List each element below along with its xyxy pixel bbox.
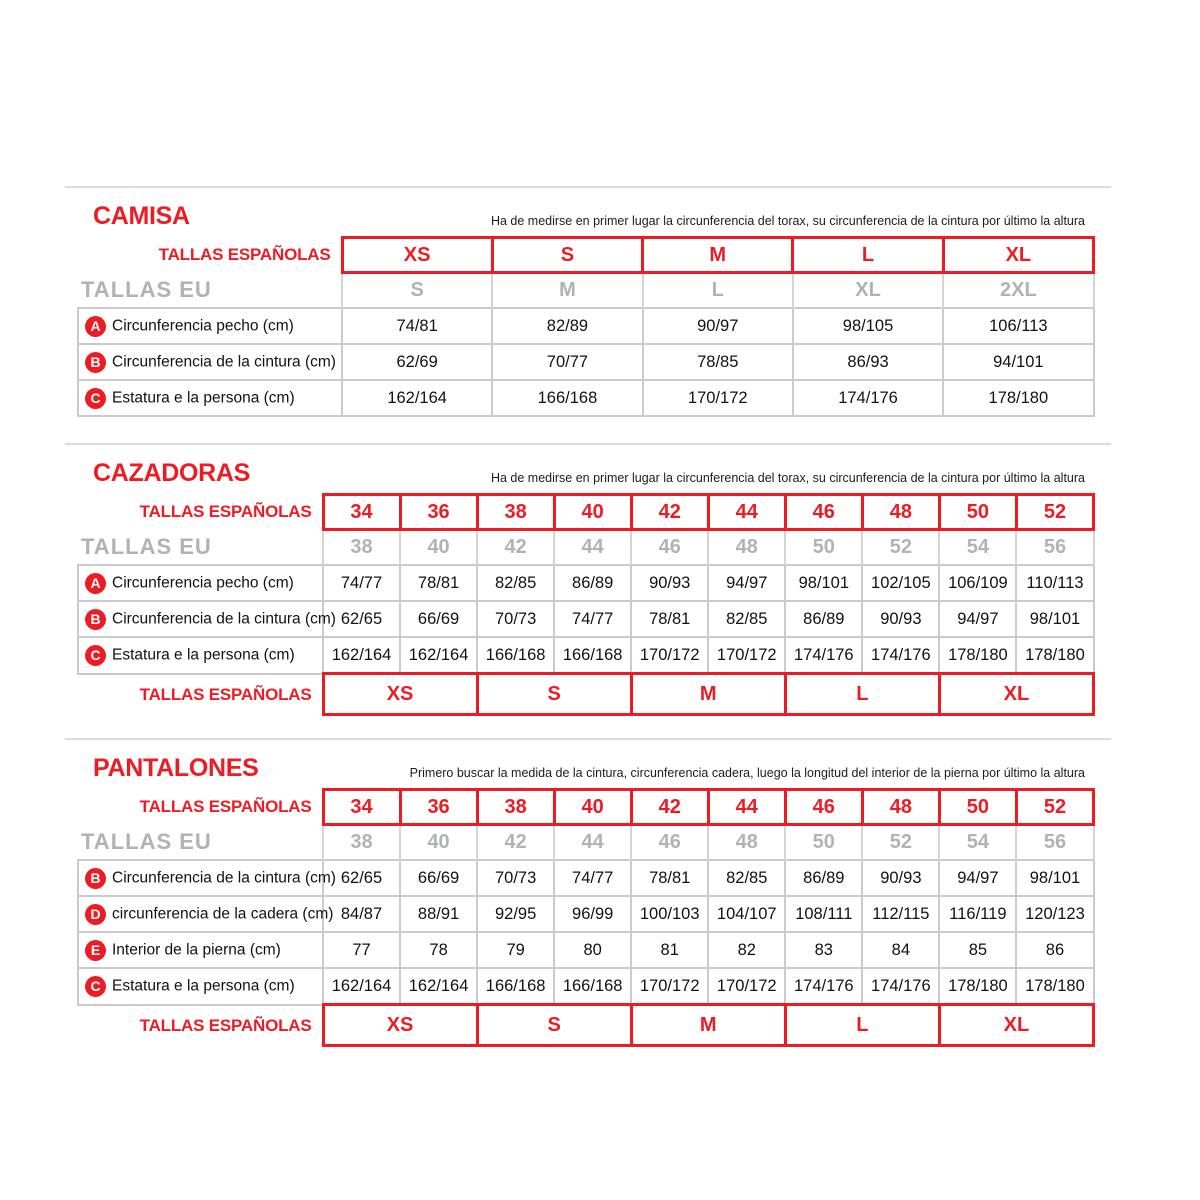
spanish-group-row bbox=[78, 674, 1094, 715]
eu-size-cell: 2XL bbox=[943, 273, 1093, 309]
value-cell: 98/105 bbox=[793, 308, 943, 344]
eu-size-cell: 52 bbox=[862, 825, 939, 861]
spanish-size-cell: 50 bbox=[939, 790, 1016, 825]
spanish-size-cell: 44 bbox=[708, 495, 785, 530]
value-cell: 86 bbox=[1016, 932, 1093, 968]
measure-label-cell bbox=[78, 896, 334, 932]
value-cell: 86/89 bbox=[785, 860, 862, 896]
eu-size-cell: 54 bbox=[939, 825, 1016, 861]
eu-size-cell: 46 bbox=[631, 530, 708, 566]
spanish-group-cell: L bbox=[785, 1005, 939, 1046]
value-cell: 174/176 bbox=[785, 968, 862, 1005]
value-cell: 81 bbox=[631, 932, 708, 968]
spanish-size-cell: 34 bbox=[323, 495, 400, 530]
value-cell: 102/105 bbox=[862, 565, 939, 601]
section-camisa bbox=[65, 186, 1111, 417]
spanish-size-cell: 50 bbox=[939, 495, 1016, 530]
value-cell: 96/99 bbox=[554, 896, 631, 932]
section-header bbox=[93, 188, 1111, 230]
spanish-sizes-label: TALLAS ESPAÑOLAS bbox=[139, 502, 312, 521]
value-cell: 84 bbox=[862, 932, 939, 968]
spanish-size-cell: L bbox=[793, 238, 943, 273]
section-title: CAZADORAS bbox=[93, 459, 251, 487]
cazadoras-table bbox=[77, 493, 1095, 716]
measure-row bbox=[78, 601, 1094, 637]
table-body bbox=[78, 238, 1094, 417]
value-cell: 170/172 bbox=[708, 968, 785, 1005]
spanish-group-cell: XS bbox=[323, 1005, 477, 1046]
value-cell: 74/77 bbox=[323, 565, 400, 601]
spanish-size-cell: 44 bbox=[708, 790, 785, 825]
value-cell: 178/180 bbox=[939, 968, 1016, 1005]
measure-letter-badge: B bbox=[85, 352, 106, 373]
value-cell: 108/111 bbox=[785, 896, 862, 932]
value-cell: 70/73 bbox=[477, 601, 554, 637]
value-cell: 174/176 bbox=[793, 380, 943, 416]
value-cell: 94/97 bbox=[939, 860, 1016, 896]
measure-label-cell bbox=[78, 601, 336, 637]
value-cell: 174/176 bbox=[785, 637, 862, 674]
measure-label: Circunferencia de la cintura (cm) bbox=[112, 610, 336, 627]
table-body bbox=[78, 495, 1094, 715]
value-cell: 166/168 bbox=[554, 968, 631, 1005]
section-subtitle: Ha de medirse en primer lugar la circunferencia del torax, su circunferencia de la cintura por último la altura bbox=[490, 471, 1085, 485]
spanish-size-cell: XL bbox=[943, 238, 1093, 273]
measure-label: Circunferencia de la cintura (cm) bbox=[112, 869, 336, 886]
value-cell: 78/81 bbox=[400, 565, 477, 601]
measure-letter-badge: E bbox=[85, 940, 106, 961]
measure-letter-badge: C bbox=[85, 645, 106, 666]
spanish-group-cell: S bbox=[477, 674, 631, 715]
measure-label-cell bbox=[78, 380, 342, 416]
value-cell: 70/73 bbox=[477, 860, 554, 896]
measure-label: Circunferencia pecho (cm) bbox=[112, 317, 294, 334]
value-cell: 85 bbox=[939, 932, 1016, 968]
spanish-group-cell: XL bbox=[939, 674, 1093, 715]
spanish-group-cell: M bbox=[631, 1005, 785, 1046]
measure-label-cell bbox=[78, 344, 342, 380]
measure-label-cell bbox=[78, 968, 323, 1005]
measure-row bbox=[78, 380, 1094, 416]
value-cell: 82/85 bbox=[708, 860, 785, 896]
measure-row bbox=[78, 896, 1094, 932]
eu-size-cell: M bbox=[492, 273, 642, 309]
spanish-size-cell: 34 bbox=[323, 790, 400, 825]
spanish-group-label: TALLAS ESPAÑOLAS bbox=[139, 684, 312, 704]
spanish-group-cell: XS bbox=[323, 674, 477, 715]
eu-size-cell: 50 bbox=[785, 530, 862, 566]
measure-letter-badge: C bbox=[85, 976, 106, 997]
spanish-size-cell: 36 bbox=[400, 790, 477, 825]
section-cazadoras bbox=[65, 443, 1111, 716]
eu-size-cell: 40 bbox=[400, 530, 477, 566]
eu-size-cell: 52 bbox=[862, 530, 939, 566]
measure-label: Estatura e la persona (cm) bbox=[112, 646, 295, 664]
value-cell: 66/69 bbox=[400, 601, 477, 637]
spanish-group-cell: XL bbox=[939, 1005, 1093, 1046]
value-cell: 90/93 bbox=[631, 565, 708, 601]
eu-size-cell: 56 bbox=[1016, 825, 1093, 861]
value-cell: 92/95 bbox=[477, 896, 554, 932]
value-cell: 74/81 bbox=[342, 308, 492, 344]
spanish-size-cell: 40 bbox=[554, 495, 631, 530]
value-cell: 62/69 bbox=[342, 344, 492, 380]
section-title: PANTALONES bbox=[93, 754, 259, 782]
value-cell: 100/103 bbox=[631, 896, 708, 932]
value-cell: 66/69 bbox=[400, 860, 477, 896]
measure-label: Interior de la pierna (cm) bbox=[112, 941, 281, 958]
value-cell: 98/101 bbox=[1016, 601, 1093, 637]
spanish-sizes-row bbox=[78, 495, 1094, 530]
value-cell: 178/180 bbox=[943, 380, 1093, 416]
value-cell: 170/172 bbox=[708, 637, 785, 674]
measure-letter-badge: A bbox=[85, 573, 106, 594]
spanish-size-cell: M bbox=[643, 238, 793, 273]
value-cell: 78/81 bbox=[631, 860, 708, 896]
eu-sizes-label: TALLAS EU bbox=[81, 276, 212, 302]
value-cell: 112/115 bbox=[862, 896, 939, 932]
eu-size-cell: L bbox=[643, 273, 793, 309]
value-cell: 104/107 bbox=[708, 896, 785, 932]
spanish-size-cell: 38 bbox=[477, 790, 554, 825]
value-cell: 62/65 bbox=[323, 601, 400, 637]
measure-row bbox=[78, 637, 1094, 674]
eu-size-cell: 48 bbox=[708, 825, 785, 861]
value-cell: 162/164 bbox=[342, 380, 492, 416]
value-cell: 86/93 bbox=[793, 344, 943, 380]
measure-row bbox=[78, 860, 1094, 896]
section-subtitle: Ha de medirse en primer lugar la circunferencia del torax, su circunferencia de la cintura por último la altura bbox=[490, 214, 1085, 228]
value-cell: 88/91 bbox=[400, 896, 477, 932]
measure-label: Circunferencia pecho (cm) bbox=[112, 574, 294, 591]
value-cell: 116/119 bbox=[939, 896, 1016, 932]
measure-row bbox=[78, 968, 1094, 1005]
value-cell: 110/113 bbox=[1016, 565, 1093, 601]
value-cell: 82/85 bbox=[708, 601, 785, 637]
spanish-size-cell: 48 bbox=[862, 790, 939, 825]
value-cell: 94/101 bbox=[943, 344, 1093, 380]
value-cell: 83 bbox=[785, 932, 862, 968]
spanish-sizes-label: TALLAS ESPAÑOLAS bbox=[158, 245, 331, 264]
value-cell: 170/172 bbox=[643, 380, 793, 416]
spanish-size-cell: 52 bbox=[1016, 495, 1093, 530]
section-title: CAMISA bbox=[93, 202, 190, 230]
eu-size-cell: 42 bbox=[477, 530, 554, 566]
spanish-group-row bbox=[78, 1005, 1094, 1046]
measure-letter-badge: B bbox=[85, 609, 106, 630]
value-cell: 174/176 bbox=[862, 637, 939, 674]
value-cell: 80 bbox=[554, 932, 631, 968]
measure-label: Circunferencia de la cintura (cm) bbox=[112, 353, 336, 370]
value-cell: 166/168 bbox=[554, 637, 631, 674]
value-cell: 78 bbox=[400, 932, 477, 968]
eu-size-cell: XL bbox=[793, 273, 943, 309]
spanish-size-cell: 40 bbox=[554, 790, 631, 825]
spanish-size-cell: 52 bbox=[1016, 790, 1093, 825]
value-cell: 98/101 bbox=[785, 565, 862, 601]
value-cell: 106/113 bbox=[943, 308, 1093, 344]
value-cell: 74/77 bbox=[554, 860, 631, 896]
eu-size-cell: 46 bbox=[631, 825, 708, 861]
value-cell: 120/123 bbox=[1016, 896, 1093, 932]
spanish-size-cell: 42 bbox=[631, 790, 708, 825]
measure-letter-badge: B bbox=[85, 868, 106, 889]
spanish-sizes-row bbox=[78, 790, 1094, 825]
value-cell: 170/172 bbox=[631, 637, 708, 674]
section-header bbox=[93, 445, 1111, 487]
eu-size-cell: 48 bbox=[708, 530, 785, 566]
measure-row bbox=[78, 308, 1094, 344]
value-cell: 170/172 bbox=[631, 968, 708, 1005]
measure-label-cell bbox=[78, 932, 323, 968]
camisa-table bbox=[77, 236, 1095, 417]
measure-label-cell bbox=[78, 860, 336, 896]
value-cell: 94/97 bbox=[708, 565, 785, 601]
eu-size-cell: S bbox=[342, 273, 492, 309]
pantalones-table bbox=[77, 788, 1095, 1047]
measure-label: circunferencia de la cadera (cm) bbox=[112, 905, 334, 922]
value-cell: 82 bbox=[708, 932, 785, 968]
value-cell: 162/164 bbox=[400, 637, 477, 674]
spanish-group-label: TALLAS ESPAÑOLAS bbox=[139, 1015, 312, 1035]
spanish-size-cell: 46 bbox=[785, 790, 862, 825]
value-cell: 162/164 bbox=[400, 968, 477, 1005]
value-cell: 86/89 bbox=[785, 601, 862, 637]
table-body bbox=[78, 790, 1094, 1046]
size-chart-content bbox=[65, 186, 1111, 1047]
spanish-group-cell: L bbox=[785, 674, 939, 715]
spanish-size-cell: XS bbox=[342, 238, 492, 273]
measure-label-cell bbox=[78, 565, 323, 601]
value-cell: 166/168 bbox=[492, 380, 642, 416]
value-cell: 82/85 bbox=[477, 565, 554, 601]
spanish-sizes-row bbox=[78, 238, 1094, 273]
measure-letter-badge: D bbox=[85, 904, 106, 925]
eu-size-cell: 44 bbox=[554, 825, 631, 861]
spanish-size-cell: 36 bbox=[400, 495, 477, 530]
value-cell: 82/89 bbox=[492, 308, 642, 344]
value-cell: 78/85 bbox=[643, 344, 793, 380]
eu-sizes-row bbox=[78, 825, 1094, 861]
value-cell: 90/93 bbox=[862, 601, 939, 637]
measure-row bbox=[78, 344, 1094, 380]
eu-size-cell: 50 bbox=[785, 825, 862, 861]
eu-size-cell: 38 bbox=[323, 825, 400, 861]
eu-size-cell: 56 bbox=[1016, 530, 1093, 566]
eu-size-cell: 54 bbox=[939, 530, 1016, 566]
value-cell: 106/109 bbox=[939, 565, 1016, 601]
eu-size-cell: 42 bbox=[477, 825, 554, 861]
eu-sizes-row bbox=[78, 530, 1094, 566]
value-cell: 77 bbox=[323, 932, 400, 968]
spanish-group-cell: M bbox=[631, 674, 785, 715]
value-cell: 70/77 bbox=[492, 344, 642, 380]
value-cell: 178/180 bbox=[1016, 968, 1093, 1005]
value-cell: 178/180 bbox=[1016, 637, 1093, 674]
value-cell: 166/168 bbox=[477, 968, 554, 1005]
measure-label-cell bbox=[78, 637, 323, 674]
measure-row bbox=[78, 932, 1094, 968]
eu-sizes-row bbox=[78, 273, 1094, 309]
spanish-sizes-label: TALLAS ESPAÑOLAS bbox=[139, 797, 312, 816]
eu-size-cell: 40 bbox=[400, 825, 477, 861]
value-cell: 98/101 bbox=[1016, 860, 1093, 896]
value-cell: 94/97 bbox=[939, 601, 1016, 637]
measure-row bbox=[78, 565, 1094, 601]
value-cell: 90/93 bbox=[862, 860, 939, 896]
spanish-size-cell: S bbox=[492, 238, 642, 273]
eu-sizes-label: TALLAS EU bbox=[81, 533, 212, 559]
value-cell: 74/77 bbox=[554, 601, 631, 637]
section-pantalones bbox=[65, 738, 1111, 1047]
eu-size-cell: 44 bbox=[554, 530, 631, 566]
value-cell: 78/81 bbox=[631, 601, 708, 637]
measure-letter-badge: A bbox=[85, 316, 106, 337]
spanish-size-cell: 38 bbox=[477, 495, 554, 530]
value-cell: 178/180 bbox=[939, 637, 1016, 674]
measure-letter-badge: C bbox=[85, 388, 106, 409]
value-cell: 90/97 bbox=[643, 308, 793, 344]
value-cell: 62/65 bbox=[323, 860, 400, 896]
spanish-group-cell: S bbox=[477, 1005, 631, 1046]
value-cell: 174/176 bbox=[862, 968, 939, 1005]
measure-label: Estatura e la persona (cm) bbox=[112, 389, 295, 406]
value-cell: 166/168 bbox=[477, 637, 554, 674]
measure-label-cell bbox=[78, 308, 342, 344]
value-cell: 162/164 bbox=[323, 637, 400, 674]
section-subtitle: Primero buscar la medida de la cintura, circunferencia cadera, luego la longitud del interior de la pierna por último la altura bbox=[409, 766, 1085, 780]
measure-label: Estatura e la persona (cm) bbox=[112, 977, 295, 995]
spanish-size-cell: 42 bbox=[631, 495, 708, 530]
eu-size-cell: 38 bbox=[323, 530, 400, 566]
spanish-size-cell: 48 bbox=[862, 495, 939, 530]
value-cell: 86/89 bbox=[554, 565, 631, 601]
section-header bbox=[93, 740, 1111, 782]
value-cell: 79 bbox=[477, 932, 554, 968]
value-cell: 84/87 bbox=[323, 896, 400, 932]
eu-sizes-label: TALLAS EU bbox=[81, 828, 212, 854]
value-cell: 162/164 bbox=[323, 968, 400, 1005]
spanish-size-cell: 46 bbox=[785, 495, 862, 530]
